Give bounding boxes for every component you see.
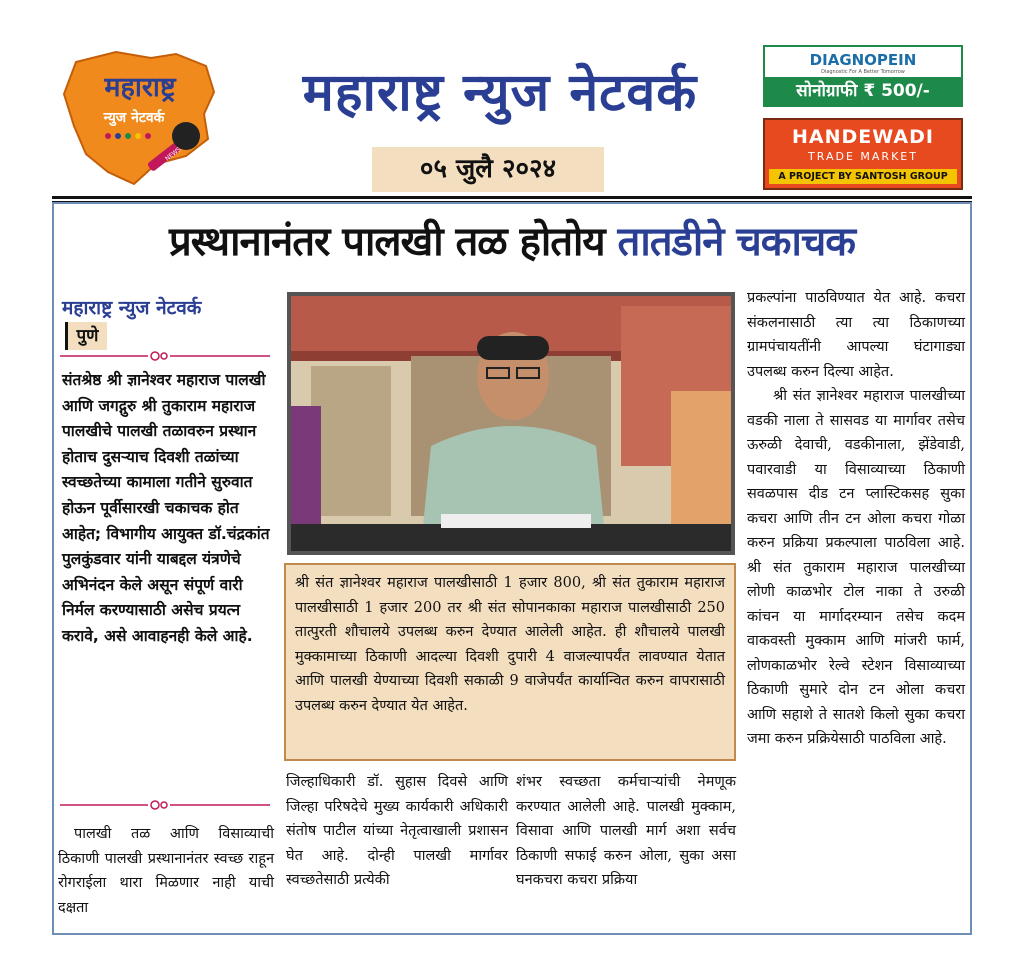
article-intro: संतश्रेष्ठ श्री ज्ञानेश्वर महाराज पालखी आणि जगद्गुरु श्री तुकाराम महाराज पालखीचे पालखी तळावरुन प्रस्थान होताच दुसऱ्याच दिवशी तळांच्या स्वच्छतेच्या कामाला गतीने सुरुवात होऊन पूर्वीसारखी चकाचक होत आहेत; विभागीय आयुक्त डॉ.चंद्रकांत पुलकुंडवार यांनी याबद्दल यंत्रणेचे अभिनंदन केले असून संपूर्ण वारी निर्मल करण्यासाठी असेच प्रयत्न करावे, असे आवाहनही केले आहे.	[62, 371, 270, 645]
photo-caption: श्री संत ज्ञानेश्वर महाराज पालखीसाठी 1 हजार 800, श्री संत तुकाराम महाराज पालखीसाठी 1 हजार 200 तर श्री संत सोपानकाका महाराज पालखीसाठी 250 तात्पुरती शौचालये उपलब्ध करुन देण्यात आलेली आहेत. ही शौचालये पालखी मुक्कामाच्या ठिकाणी आदल्या दिवशी दुपारी 4 वाजल्यापर्यंत लावण्यात येतात आणि पालखी येण्याच्या दिवशी सकाळी 9 वाजेपर्यंत कार्यान्वित करुन वापरासाठी उपलब्ध करुन देण्यात येत आहेत.	[295, 575, 725, 714]
headline	[56, 212, 968, 267]
logo-line1: महाराष्ट्र	[104, 72, 176, 103]
article-col4-para1: प्रकल्पांना पाठविण्यात येत आहे. कचरा संकलनासाठी त्या त्या ठिकाणच्या ग्रामपंचायतींनी आपल्या घंटागाड्या उपलब्ध करुन दिल्या आहेत.	[747, 290, 965, 380]
ad-handewadi-subtitle: TRADE MARKET	[808, 150, 918, 163]
maharashtra-map-icon	[56, 44, 226, 194]
article-col4	[747, 286, 965, 752]
header-rule	[52, 196, 972, 199]
dateline-place: पुणे	[65, 322, 107, 350]
issue-date: ०५ जुलै २०२४	[372, 147, 604, 192]
masthead-logo	[56, 44, 226, 194]
article-col1: पालखी तळ आणि विसाव्याची ठिकाणी पालखी प्रस्थानानंतर स्वच्छ राहून रोगराईला थारा मिळणार नाही याची दक्षता	[58, 826, 274, 916]
photo-caption-box	[284, 563, 736, 761]
ad-diagnopein[interactable]	[763, 45, 963, 107]
ad-diagnopein-tagline: Diagnostic For A Better Tomorrow	[821, 69, 905, 75]
ad-handewadi-name: HANDEWADI	[792, 126, 934, 148]
ad-diagnopein-brand: DIAGNOPEIN	[809, 51, 917, 69]
article-col3: शंभर स्वच्छता कर्मचाऱ्यांची नेमणूक करण्यात आलेली आहे. पालखी मुक्काम, विसावा आणि पालखी मार्ग अशा सर्वच ठिकाणी सफाई करुन ओला, सुका असा घनकचरा कचरा प्रक्रिया	[516, 774, 736, 888]
ad-diagnopein-offer: सोनोग्राफी ₹ 500/-	[765, 77, 961, 105]
official-portrait-image	[291, 296, 731, 551]
article-col4-para2: श्री संत ज्ञानेश्वर महाराज पालखीच्या वडकी नाला ते सासवड या मार्गावर तसेच ऊरुळी देवाची, वडकीनाला, झेंडेवाडी, पवारवाडी या विसाव्याच्या ठिकाणी सवळपास दीड टन प्लास्टिकसह सुका कचरा आणि तीन टन ओला कचरा गोळा करुन प्रक्रिया प्रकल्पाला पाठविला आहे. श्री संत तुकाराम महाराज पालखीच्या लोणी काळभोर टोल नाका ते उरुळी कांचन या मार्गादरम्यान तसेच कदम वाकवस्ती मुक्काम आणि मांजरी फार्म, लोणकाळभोर रेल्वे स्टेशन विसाव्याच्या ठिकाणी सुमारे दोन टन ओला कचरा आणि सहाशे ते सातशे किलो सुका कचरा जमा करुन प्रक्रियेसाठी पाठविला आहे.	[747, 388, 965, 747]
headline-part1: प्रस्थानानंतर पालखी तळ होतोय	[169, 219, 605, 265]
ad-handewadi[interactable]	[763, 118, 963, 190]
ornament-divider-top	[60, 350, 270, 362]
ornament-divider-bottom	[60, 799, 270, 811]
masthead-title: महाराष्ट्र न्युज नेटवर्क	[302, 63, 698, 123]
article-photo	[287, 292, 735, 555]
ad-handewadi-strip: A PROJECT BY SANTOSH GROUP	[769, 169, 957, 184]
mic-label: NEWS	[164, 145, 183, 163]
logo-line2: न्युज नेटवर्क	[103, 110, 165, 126]
byline: महाराष्ट्र न्युज नेटवर्क	[62, 297, 202, 319]
article-col2: जिल्हाधिकारी डॉ. सुहास दिवसे आणि जिल्हा परिषदेचे मुख्य कार्यकारी अधिकारी संतोष पाटील यांच्या नेतृत्वाखाली प्रशासन घेत आहे. दोन्ही पालखी मार्गावर स्वच्छतेसाठी प्रत्येकी	[286, 774, 508, 888]
headline-part2: तातडीने चकाचक	[617, 219, 855, 265]
